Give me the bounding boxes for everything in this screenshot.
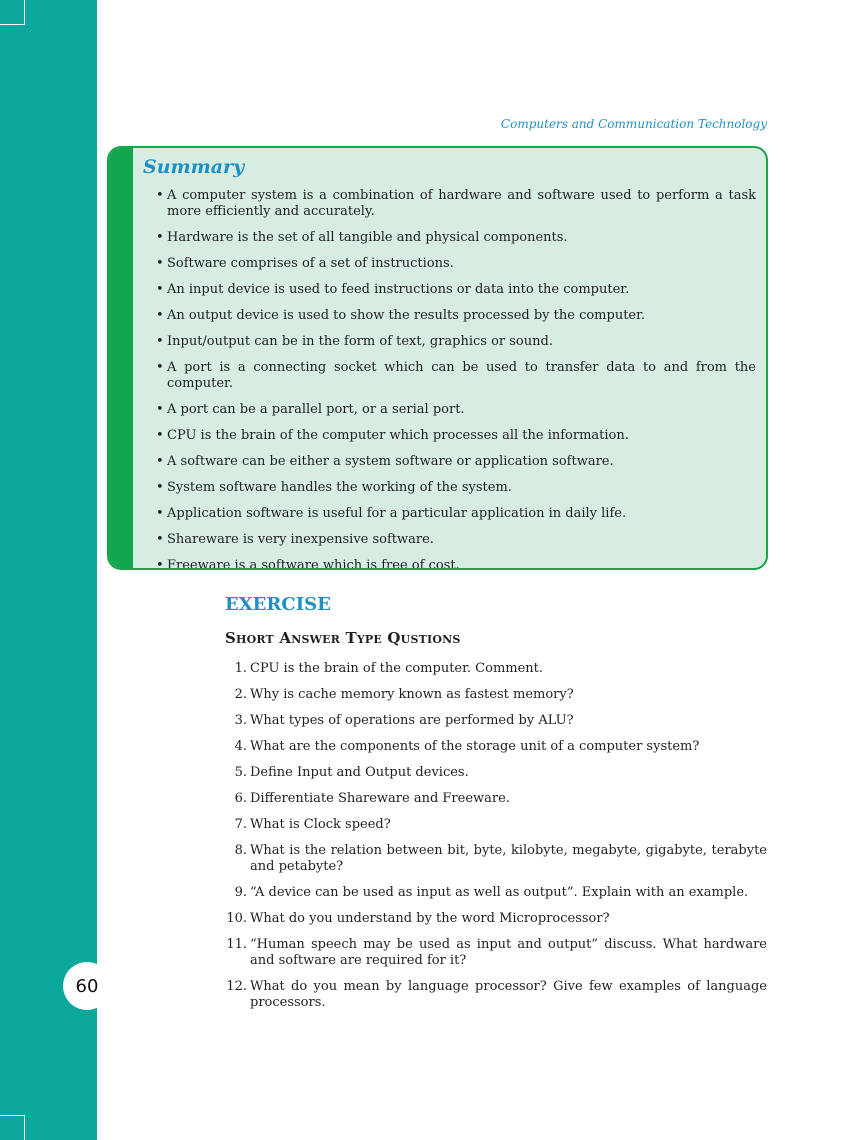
crop-mark-top	[0, 0, 25, 25]
question-text: “A device can be used as input as well as output”. Explain with an example.	[250, 885, 749, 900]
bullet-icon: •	[156, 282, 164, 297]
summary-item: • A port can be a parallel port, or a serial port.	[156, 402, 465, 417]
question-item	[225, 661, 767, 677]
question-text: “Human speech may be used as input and output” discuss. What hardware and software are required for it?	[250, 937, 767, 968]
summary-item: • Software comprises of a set of instructions.	[156, 256, 454, 271]
bullet-icon: •	[156, 256, 164, 271]
section-heading: Short Answer Type Qustions	[225, 629, 461, 647]
question-text: Why is cache memory known as fastest memory?	[250, 687, 574, 702]
question-number: 6.	[234, 791, 247, 806]
summary-item: • Freeware is a software which is free of cost.	[156, 558, 756, 570]
summary-box	[107, 146, 768, 570]
question-item	[225, 937, 767, 969]
question-number: 9.	[234, 885, 247, 900]
summary-item: • Application software is useful for a particular application in daily life.	[156, 506, 627, 521]
summary-item: • An input device is used to feed instructions or data into the computer.	[156, 282, 630, 297]
bullet-icon: •	[156, 532, 164, 547]
question-text: What are the components of the storage unit of a computer system?	[250, 739, 700, 754]
bullet-icon: •	[156, 506, 164, 521]
question-number: 5.	[234, 765, 247, 780]
question-text: What do you mean by language processor? Give few examples of language processors.	[250, 979, 767, 1010]
bullet-icon: •	[156, 188, 164, 203]
summary-item: • Shareware is very inexpensive software.	[156, 532, 434, 547]
question-number: 11.	[226, 937, 247, 952]
summary-item: • System software handles the working of the system.	[156, 480, 512, 495]
crop-mark-bottom	[0, 1115, 25, 1140]
bullet-icon: •	[156, 402, 164, 417]
question-number: 3.	[234, 713, 247, 728]
summary-accent-bar	[109, 148, 133, 568]
question-item	[225, 687, 767, 703]
question-text: What do you understand by the word Microprocessor?	[250, 911, 610, 926]
question-item	[225, 843, 767, 875]
summary-list	[156, 188, 756, 570]
question-number: 1.	[234, 661, 247, 676]
summary-item: • Input/output can be in the form of text, graphics or sound.	[156, 334, 553, 349]
question-item	[225, 911, 767, 927]
question-text: What types of operations are performed by ALU?	[250, 713, 574, 728]
question-item	[225, 713, 767, 729]
question-item	[225, 739, 767, 755]
bullet-icon: •	[156, 454, 164, 469]
question-text: CPU is the brain of the computer. Comment.	[250, 661, 544, 676]
question-item	[225, 791, 767, 807]
question-number: 4.	[234, 739, 247, 754]
question-text: Differentiate Shareware and Freeware.	[250, 791, 510, 806]
question-item	[225, 765, 767, 781]
question-text: What is Clock speed?	[250, 817, 391, 832]
bullet-icon: •	[156, 480, 164, 495]
question-list	[225, 661, 767, 1021]
summary-item: • Hardware is the set of all tangible and physical components.	[156, 230, 568, 245]
question-item	[225, 817, 767, 833]
bullet-icon: •	[156, 334, 164, 349]
summary-item: • An output device is used to show the results processed by the computer.	[156, 308, 646, 323]
summary-title: Summary	[143, 156, 245, 178]
bullet-icon: •	[156, 360, 164, 375]
bullet-icon: •	[156, 230, 164, 245]
bullet-icon: •	[156, 428, 164, 443]
question-number: 7.	[234, 817, 247, 832]
question-number: 8.	[234, 843, 247, 858]
running-header: Computers and Communication Technology	[500, 117, 767, 131]
summary-item: • A computer system is a combination of hardware and software used to perform a task more efficiently and accurately.	[156, 188, 756, 219]
page-number: 60	[63, 962, 111, 1010]
bullet-icon: •	[156, 558, 164, 570]
question-item	[225, 979, 767, 1011]
question-item	[225, 885, 767, 901]
summary-item: • A port is a connecting socket which can be used to transfer data to and from the computer.	[156, 360, 756, 391]
bullet-icon: •	[156, 308, 164, 323]
question-number: 10.	[226, 911, 247, 926]
question-number: 2.	[234, 687, 247, 702]
summary-item: • CPU is the brain of the computer which processes all the information.	[156, 428, 629, 443]
question-number: 12.	[226, 979, 247, 994]
exercise-heading: EXERCISE	[225, 594, 331, 615]
question-text: Define Input and Output devices.	[250, 765, 469, 780]
summary-item: • A software can be either a system software or application software.	[156, 454, 614, 469]
question-text: What is the relation between bit, byte, kilobyte, megabyte, gigabyte, terabyte and petabyte?	[250, 843, 767, 874]
